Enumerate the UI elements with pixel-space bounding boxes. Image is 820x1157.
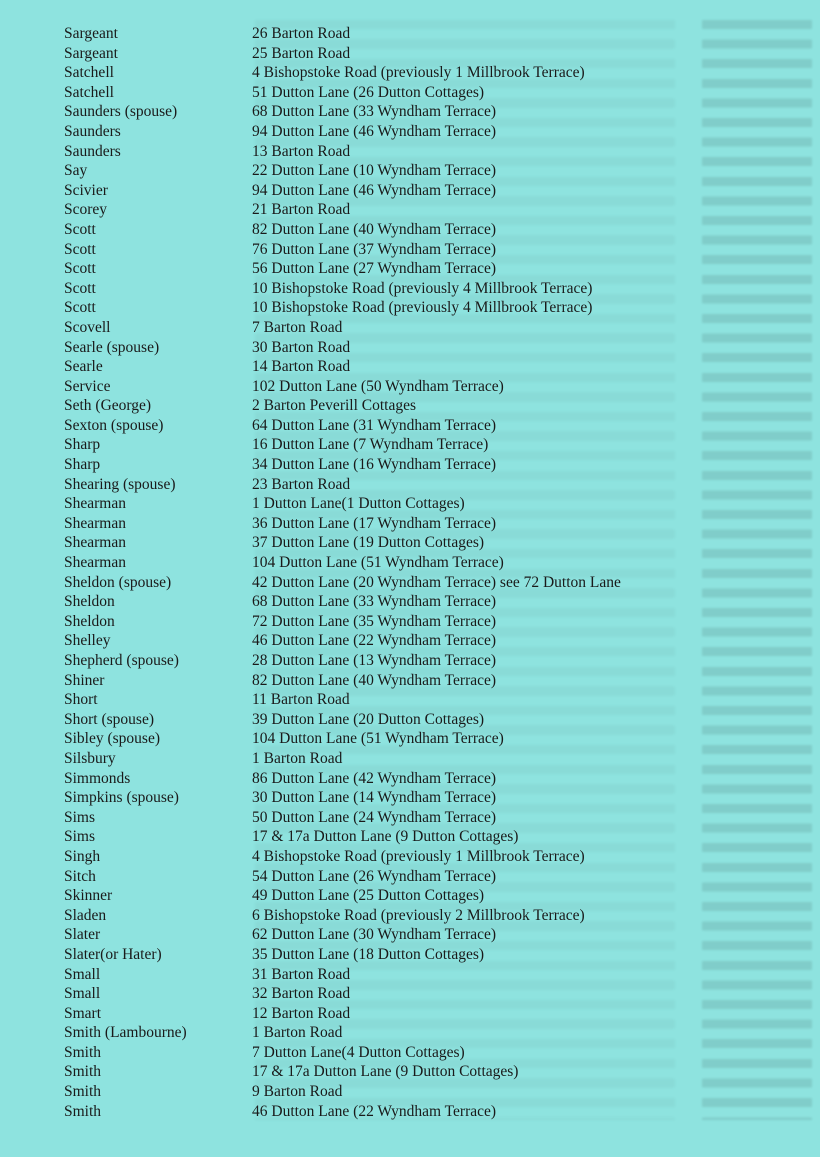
residents-listing (64, 24, 804, 1121)
address: 13 Barton Road (252, 142, 351, 160)
address: 28 Dutton Lane (13 Wyndham Terrace) (252, 652, 497, 669)
list-item (64, 847, 804, 867)
surname: Slater (64, 926, 101, 944)
address: 94 Dutton Lane (46 Wyndham Terrace) (252, 181, 497, 199)
address: 36 Dutton Lane (17 Wyndham Terrace) (252, 514, 497, 532)
address: 82 Dutton Lane (40 Wyndham Terrace) (252, 671, 497, 689)
address: 1 Barton Road (252, 749, 343, 767)
address: 14 Barton Road (252, 358, 351, 376)
address: 6 Bishopstoke Road (previously 2 Millbrook Terrace) (252, 906, 585, 924)
surname: Simmonds (64, 769, 131, 787)
list-item (64, 867, 804, 887)
surname: Smith (64, 1083, 102, 1101)
list-item (64, 142, 804, 162)
address: 2 Barton Peverill Cottages (252, 397, 417, 415)
surname: Shelley (64, 632, 111, 650)
list-item (64, 1102, 804, 1122)
address: 50 Dutton Lane (24 Wyndham Terrace) (252, 808, 497, 826)
list-item (64, 514, 804, 534)
address: 62 Dutton Lane (30 Wyndham Terrace) (252, 926, 497, 944)
surname: Scott (64, 240, 96, 258)
address: 30 Dutton Lane (14 Wyndham Terrace) (252, 789, 497, 807)
list-item (64, 181, 804, 201)
surname: Sharp (64, 436, 101, 454)
address: 34 Dutton Lane (16 Wyndham Terrace) (252, 456, 497, 474)
surname: Smith (64, 1102, 102, 1120)
address: 4 Bishopstoke Road (previously 1 Millbrook Terrace) (252, 64, 585, 82)
surname: Skinner (64, 887, 113, 905)
address: 22 Dutton Lane (10 Wyndham Terrace) (252, 162, 497, 180)
surname: Shearman (64, 514, 126, 532)
address: 12 Barton Road (252, 1004, 351, 1022)
address: 7 Barton Road (252, 318, 343, 336)
surname: Shepherd (spouse) (64, 652, 179, 669)
list-item (64, 710, 804, 730)
address: 104 Dutton Lane (51 Wyndham Terrace) (252, 554, 504, 572)
list-item (64, 455, 804, 475)
surname: Shiner (64, 671, 105, 689)
surname: Short (spouse) (64, 710, 154, 728)
list-item (64, 690, 804, 710)
address: 35 Dutton Lane (18 Dutton Cottages) (252, 945, 485, 963)
surname: Sims (64, 828, 96, 846)
address: 10 Bishopstoke Road (previously 4 Millbrook Terrace) (252, 279, 593, 297)
surname: Sharp (64, 456, 101, 474)
surname: Scovell (64, 318, 111, 336)
surname: Scott (64, 279, 96, 297)
address: 54 Dutton Lane (26 Wyndham Terrace) (252, 867, 497, 885)
surname: Smart (64, 1004, 102, 1022)
address: 46 Dutton Lane (22 Wyndham Terrace) (252, 632, 497, 650)
surname: Say (64, 162, 88, 180)
list-item (64, 298, 804, 318)
list-item (64, 1082, 804, 1102)
surname: Scott (64, 260, 96, 278)
list-item (64, 808, 804, 828)
address: 4 Bishopstoke Road (previously 1 Millbrook Terrace) (252, 847, 585, 865)
list-item (64, 122, 804, 142)
list-item (64, 573, 804, 593)
address: 16 Dutton Lane (7 Wyndham Terrace) (252, 436, 489, 454)
surname: Simpkins (spouse) (64, 789, 179, 807)
list-item (64, 984, 804, 1004)
list-item (64, 220, 804, 240)
address: 49 Dutton Lane (25 Dutton Cottages) (252, 887, 485, 905)
list-item (64, 631, 804, 651)
surname: Seth (George) (64, 397, 152, 415)
surname: Searle (64, 358, 103, 376)
list-item (64, 533, 804, 553)
address: 86 Dutton Lane (42 Wyndham Terrace) (252, 769, 497, 787)
list-item (64, 965, 804, 985)
list-item (64, 416, 804, 436)
address: 104 Dutton Lane (51 Wyndham Terrace) (252, 730, 504, 748)
surname: Sexton (spouse) (64, 416, 164, 434)
list-item (64, 83, 804, 103)
surname: Singh (64, 847, 101, 865)
address: 9 Barton Road (252, 1083, 343, 1101)
address: 76 Dutton Lane (37 Wyndham Terrace) (252, 240, 497, 258)
address: 64 Dutton Lane (31 Wyndham Terrace) (252, 416, 497, 434)
surname: Scott (64, 299, 96, 317)
address: 82 Dutton Lane (40 Wyndham Terrace) (252, 220, 497, 238)
list-item (64, 1004, 804, 1024)
surname: Service (64, 377, 111, 395)
address: 1 Barton Road (252, 1024, 343, 1042)
list-item (64, 769, 804, 789)
list-item (64, 827, 804, 847)
surname: Small (64, 965, 101, 983)
address: 26 Barton Road (252, 25, 351, 42)
surname: Smith (64, 1043, 102, 1061)
list-item (64, 1043, 804, 1063)
address: 39 Dutton Lane (20 Dutton Cottages) (252, 710, 485, 728)
list-item (64, 200, 804, 220)
address: 10 Bishopstoke Road (previously 4 Millbrook Terrace) (252, 299, 593, 317)
list-item (64, 279, 804, 299)
list-item (64, 396, 804, 416)
surname: Shearing (spouse) (64, 475, 176, 493)
list-item (64, 925, 804, 945)
list-item (64, 651, 804, 671)
list-item (64, 906, 804, 926)
list-item (64, 612, 804, 632)
surname: Sladen (64, 906, 107, 924)
surname: Saunders (64, 142, 121, 160)
address: 37 Dutton Lane (19 Dutton Cottages) (252, 534, 485, 552)
list-item (64, 24, 804, 44)
surname: Sargeant (64, 25, 118, 42)
address: 56 Dutton Lane (27 Wyndham Terrace) (252, 260, 497, 278)
list-item (64, 886, 804, 906)
address: 1 Dutton Lane(1 Dutton Cottages) (252, 495, 465, 513)
address: 51 Dutton Lane (26 Dutton Cottages) (252, 83, 485, 101)
surname: Sargeant (64, 44, 118, 62)
surname: Shearman (64, 554, 126, 572)
surname: Sitch (64, 867, 96, 885)
surname: Shearman (64, 534, 126, 552)
list-item (64, 1062, 804, 1082)
list-item (64, 338, 804, 358)
address: 25 Barton Road (252, 44, 351, 62)
list-item (64, 318, 804, 338)
surname: Smith (64, 1063, 102, 1081)
surname: Smith (Lambourne) (64, 1024, 187, 1042)
list-item (64, 788, 804, 808)
address: 23 Barton Road (252, 475, 351, 493)
surname: Shearman (64, 495, 126, 513)
address: 46 Dutton Lane (22 Wyndham Terrace) (252, 1102, 497, 1120)
surname: Sibley (spouse) (64, 730, 161, 748)
surname: Sheldon (64, 593, 115, 611)
list-item (64, 102, 804, 122)
address: 17 & 17a Dutton Lane (9 Dutton Cottages) (252, 1063, 519, 1081)
list-item (64, 945, 804, 965)
address: 7 Dutton Lane(4 Dutton Cottages) (252, 1043, 465, 1061)
address: 32 Barton Road (252, 985, 351, 1003)
list-item (64, 1023, 804, 1043)
surname: Satchell (64, 83, 114, 101)
surname: Sheldon (spouse) (64, 573, 172, 591)
address: 102 Dutton Lane (50 Wyndham Terrace) (252, 377, 504, 395)
list-item (64, 553, 804, 573)
list-item (64, 259, 804, 279)
surname: Short (64, 691, 98, 709)
surname: Saunders (64, 122, 121, 140)
list-item (64, 671, 804, 691)
address: 68 Dutton Lane (33 Wyndham Terrace) (252, 103, 497, 121)
list-item (64, 729, 804, 749)
surname: Satchell (64, 64, 114, 82)
address: 42 Dutton Lane (20 Wyndham Terrace) see 72 Dutton Lane (252, 573, 621, 591)
surname: Scivier (64, 181, 108, 199)
list-item (64, 44, 804, 64)
surname: Scott (64, 220, 96, 238)
list-item (64, 749, 804, 769)
surname: Searle (spouse) (64, 338, 160, 356)
address: 11 Barton Road (252, 691, 350, 709)
address: 72 Dutton Lane (35 Wyndham Terrace) (252, 612, 497, 630)
list-item (64, 357, 804, 377)
list-item (64, 592, 804, 612)
address: 31 Barton Road (252, 965, 351, 983)
address: 17 & 17a Dutton Lane (9 Dutton Cottages) (252, 828, 519, 846)
surname: Slater(or Hater) (64, 945, 162, 963)
surname: Saunders (spouse) (64, 103, 178, 121)
list-item (64, 161, 804, 181)
list-item (64, 63, 804, 83)
surname: Scorey (64, 201, 108, 219)
list-item (64, 435, 804, 455)
list-item (64, 494, 804, 514)
address: 68 Dutton Lane (33 Wyndham Terrace) (252, 593, 497, 611)
list-item (64, 475, 804, 495)
address: 21 Barton Road (252, 201, 351, 219)
surname: Small (64, 985, 101, 1003)
address: 30 Barton Road (252, 338, 351, 356)
surname: Silsbury (64, 749, 116, 767)
surname: Sims (64, 808, 96, 826)
surname: Sheldon (64, 612, 115, 630)
list-item (64, 377, 804, 397)
address: 94 Dutton Lane (46 Wyndham Terrace) (252, 122, 497, 140)
list-item (64, 240, 804, 260)
